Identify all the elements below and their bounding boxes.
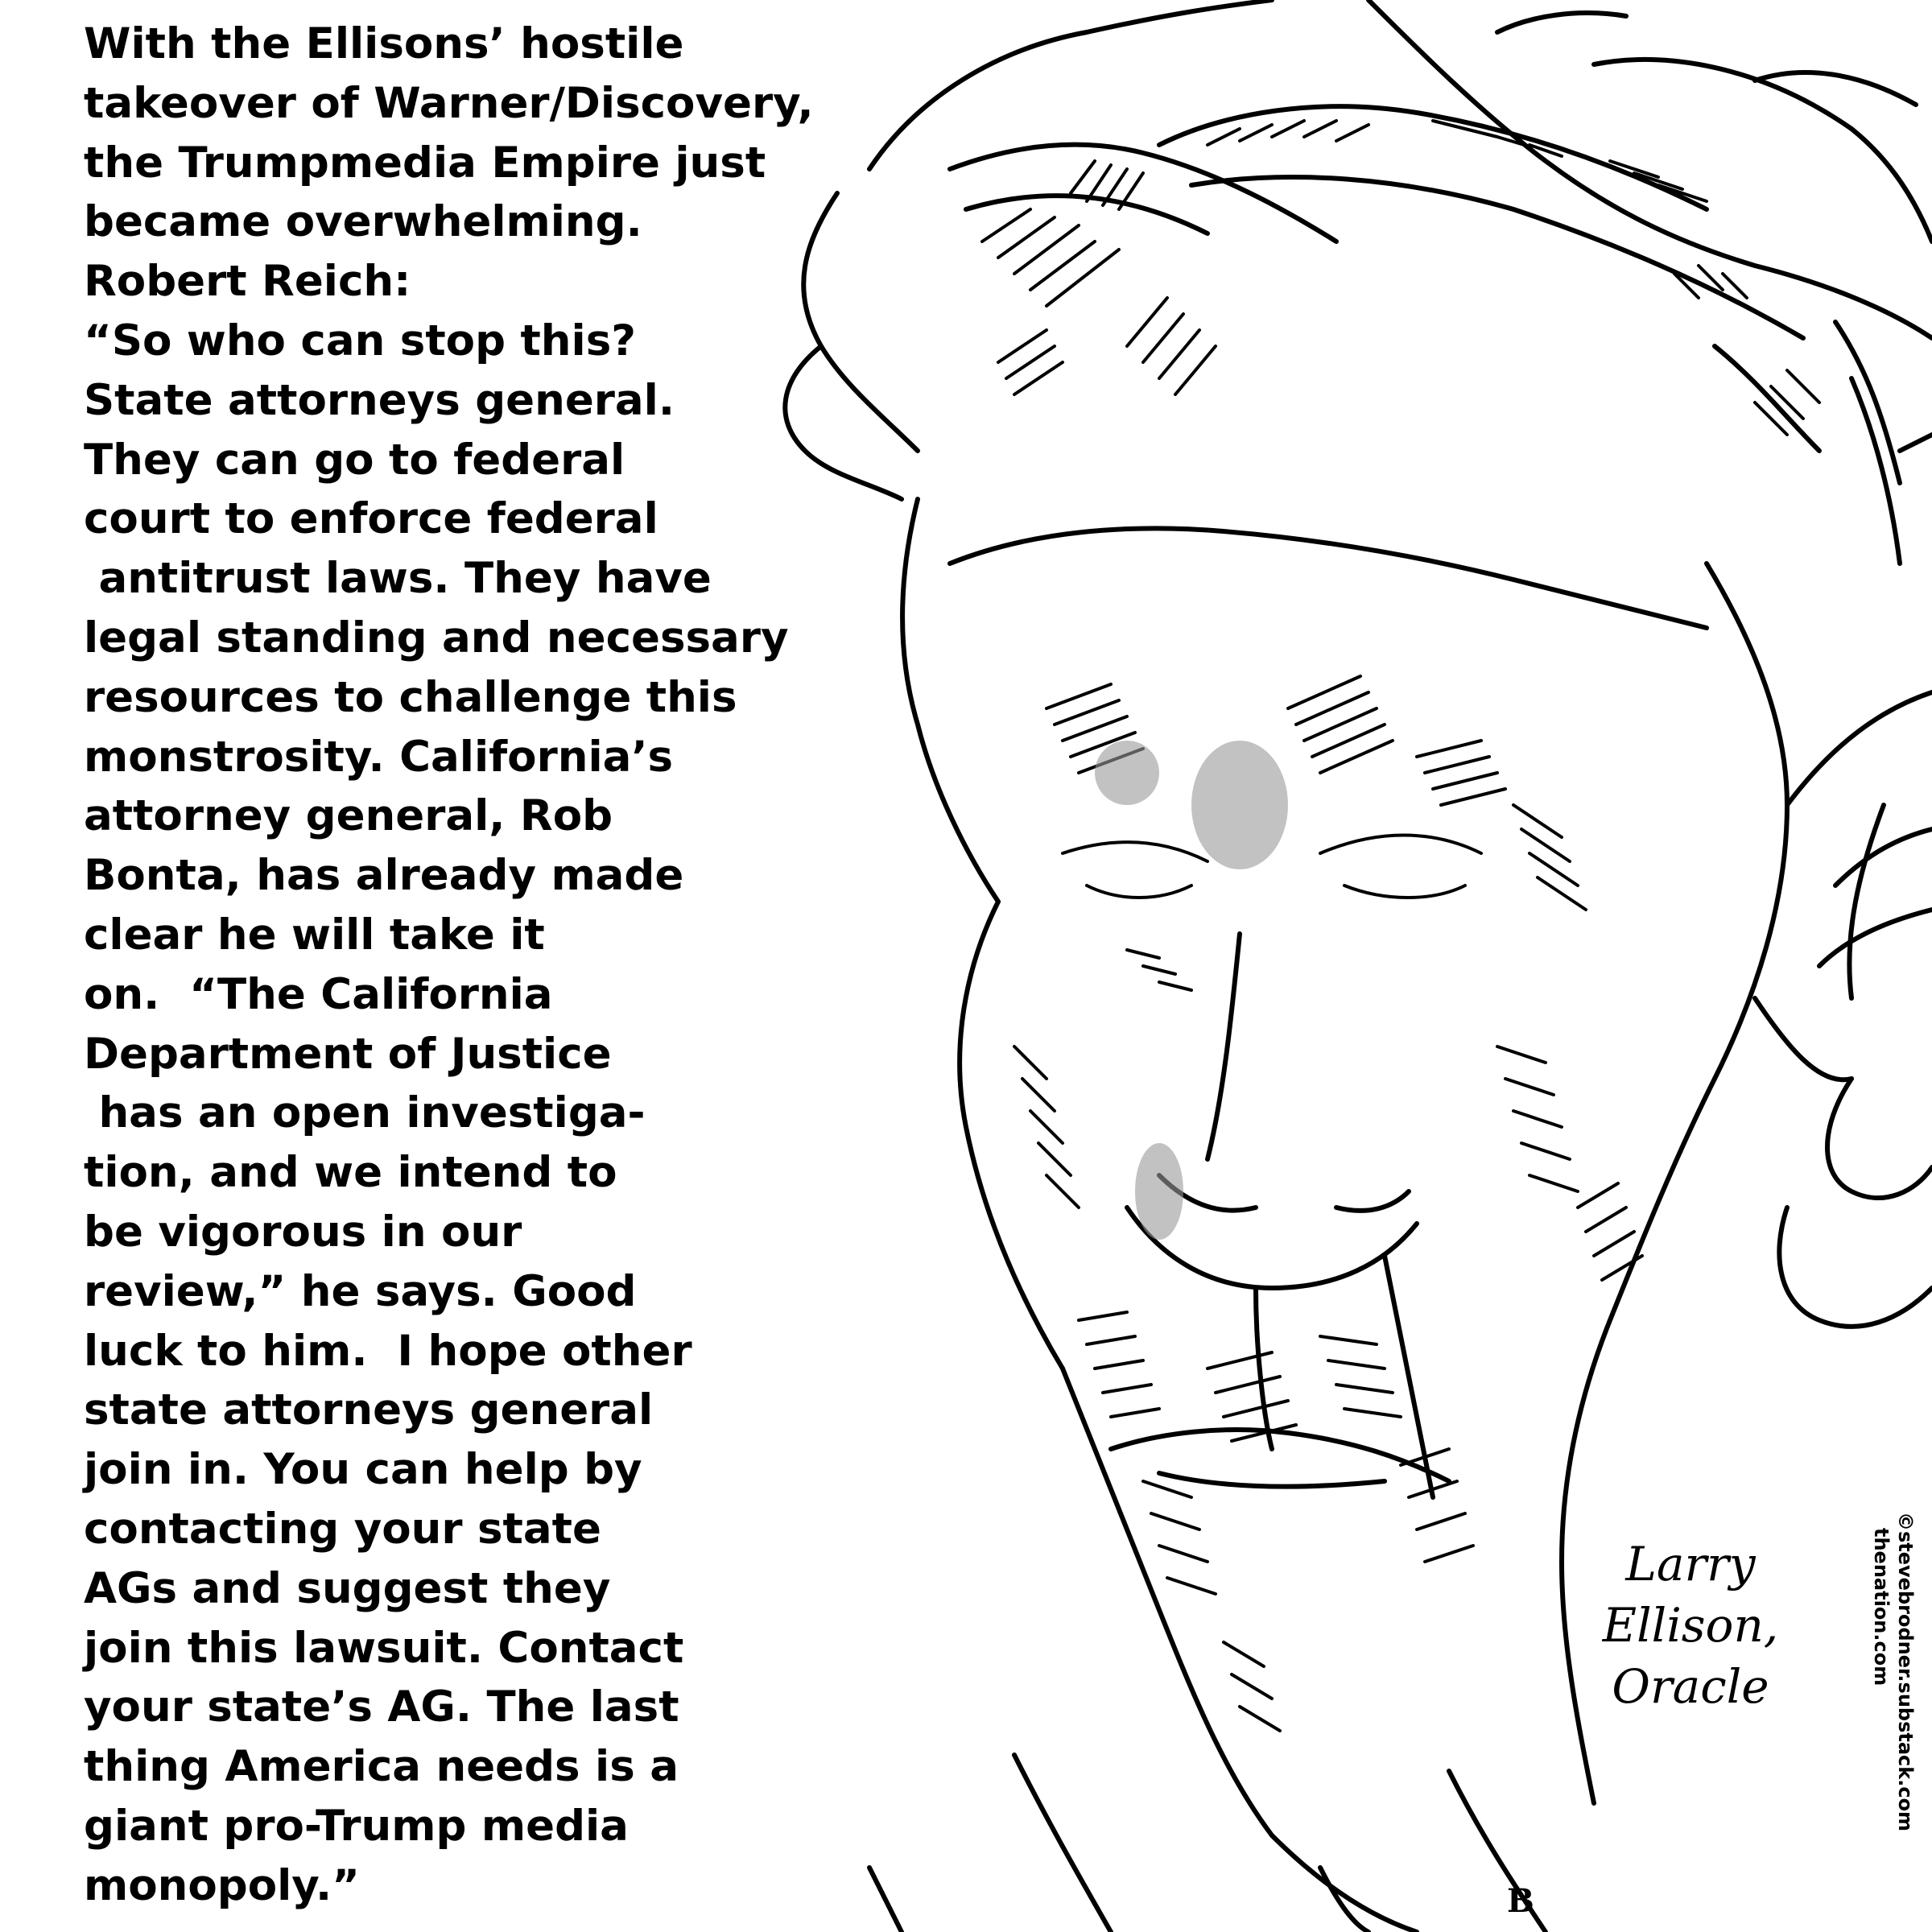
text-line: Department of Justice bbox=[84, 1029, 612, 1079]
text-line: became overwhelming. bbox=[84, 197, 642, 247]
text-line: contacting your state bbox=[84, 1504, 601, 1554]
caption-company: Oracle bbox=[1612, 1659, 1769, 1714]
eyes-hatching bbox=[1046, 676, 1586, 990]
text-line: be vigorous in our bbox=[84, 1207, 522, 1257]
text-line: Bonta, has already made bbox=[84, 851, 684, 901]
text-line: monstrosity. California’s bbox=[84, 732, 674, 782]
text-line: tion, and we intend to bbox=[84, 1148, 617, 1198]
text-line: AGs and suggest they bbox=[84, 1563, 611, 1613]
caption-name-last: Ellison, bbox=[1602, 1598, 1779, 1653]
text-line: antitrust laws. They have bbox=[84, 554, 712, 604]
text-line: join in. You can help by bbox=[84, 1445, 642, 1495]
artist-credit bbox=[1864, 1512, 1918, 1914]
quote-text-block bbox=[84, 14, 814, 1916]
text-line: resources to challenge this bbox=[84, 672, 737, 722]
head-outline bbox=[902, 499, 1787, 1932]
artist-signature: B bbox=[1507, 1882, 1534, 1920]
collar-strokes bbox=[869, 1755, 1546, 1932]
text-line: Robert Reich: bbox=[84, 257, 411, 307]
text-line: join this lawsuit. Contact bbox=[84, 1623, 684, 1673]
credit-substack: ©stevebrodner.substack.com bbox=[1894, 1512, 1917, 1832]
text-line: clear he will take it bbox=[84, 910, 545, 960]
text-line: luck to him. I hope other bbox=[84, 1326, 692, 1376]
hair-strokes bbox=[785, 0, 1932, 564]
text-line: court to enforce federal bbox=[84, 494, 658, 544]
text-line: on. “The California bbox=[84, 969, 553, 1019]
text-line: the Trumpmedia Empire just bbox=[84, 138, 766, 188]
portrait-caption bbox=[1578, 1534, 1803, 1717]
caption-name-first: Larry bbox=[1625, 1537, 1756, 1591]
text-line: monopoly.” bbox=[84, 1860, 360, 1910]
text-line: legal standing and necessary bbox=[84, 613, 789, 663]
text-line: They can go to federal bbox=[84, 435, 625, 485]
text-line: has an open investiga- bbox=[84, 1088, 646, 1138]
nose-strokes bbox=[1127, 934, 1417, 1288]
text-line: state attorneys general bbox=[84, 1385, 654, 1435]
face-hatching bbox=[1014, 1046, 1642, 1731]
text-line: With the Ellisons’ hostile bbox=[84, 19, 684, 68]
text-line: giant pro-Trump media bbox=[84, 1801, 629, 1851]
credit-publication: thenation.com bbox=[1870, 1528, 1893, 1686]
text-line: review,” he says. Good bbox=[84, 1266, 637, 1316]
text-line: your state’s AG. The last bbox=[84, 1682, 679, 1732]
text-line: “So who can stop this? bbox=[84, 316, 636, 365]
hand-strokes bbox=[1755, 692, 1932, 1327]
text-line: thing America needs is a bbox=[84, 1742, 679, 1792]
text-line: takeover of Warner/Discovery, bbox=[84, 78, 814, 128]
hair-hatching bbox=[982, 121, 1819, 435]
text-line: attorney general, Rob bbox=[84, 791, 613, 841]
text-line: State attorneys general. bbox=[84, 375, 675, 425]
